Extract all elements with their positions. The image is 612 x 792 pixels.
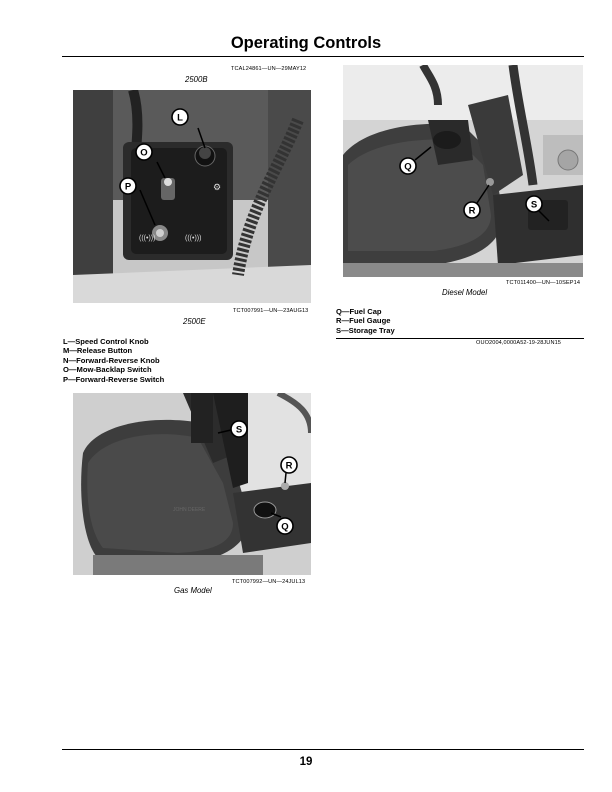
svg-text:O: O (140, 147, 148, 159)
legend-left (63, 337, 164, 384)
callout-o (136, 144, 152, 160)
svg-text:P: P (124, 181, 132, 193)
svg-text:(((•))): (((•))) (185, 235, 202, 242)
callout-r (464, 202, 480, 218)
page-number: 19 (299, 756, 313, 768)
figure-code-2500e: TCT007991—UN—23AUG13 (233, 308, 309, 314)
callout-l (172, 109, 188, 125)
document-code: OUO2004,0000A52-19-28JUN15 (476, 340, 562, 346)
svg-text:S: S (530, 199, 538, 211)
callout-p (120, 178, 136, 194)
svg-text:R: R (285, 460, 293, 472)
model-label-2500e: 2500E (183, 317, 206, 326)
callout-s (526, 196, 542, 212)
svg-text:⚙: ⚙ (213, 182, 222, 192)
figure-code-gas: TCT007992—UN—24JUL13 (232, 579, 306, 585)
gas-model-caption: Gas Model (174, 586, 212, 595)
svg-text:Q: Q (281, 521, 289, 533)
legend-item: O—Mow-Backlap Switch (63, 365, 152, 375)
callout-q (400, 158, 416, 174)
legend-right (336, 307, 395, 335)
callout-q (277, 518, 293, 534)
callout-r (281, 457, 297, 473)
svg-text:R: R (468, 205, 476, 217)
diesel-model-caption: Diesel Model (442, 288, 488, 297)
legend-item: N—Forward-Reverse Knob (63, 355, 160, 365)
svg-text:Q: Q (404, 161, 412, 173)
svg-text:L: L (177, 112, 183, 124)
title-divider (62, 56, 584, 57)
page-title: Operating Controls (230, 34, 382, 52)
legend-item: M—Release Button (63, 346, 133, 356)
legend-item: R—Fuel Gauge (336, 316, 391, 326)
gas-model-photo (73, 393, 311, 575)
legend-item: L—Speed Control Knob (63, 337, 149, 346)
svg-text:JOHN DEERE: JOHN DEERE (173, 507, 206, 513)
control-panel-photo (73, 90, 311, 303)
callout-s (231, 421, 247, 437)
legend-item: S—Storage Tray (336, 325, 395, 335)
figure-code-diesel: TCT011400—UN—10SEP14 (506, 280, 581, 286)
legend-item: P—Forward-Reverse Switch (63, 374, 165, 384)
section-divider (336, 338, 584, 339)
model-label-2500b: 2500B (185, 75, 208, 84)
footer-divider (62, 749, 584, 750)
legend-item: Q—Fuel Cap (336, 307, 382, 316)
figure-code-2500b: TCAL24861—UN—29MAY12 (231, 66, 307, 72)
svg-text:S: S (235, 424, 243, 436)
svg-text:(((•))): (((•))) (139, 235, 156, 242)
diesel-model-photo (343, 65, 583, 277)
